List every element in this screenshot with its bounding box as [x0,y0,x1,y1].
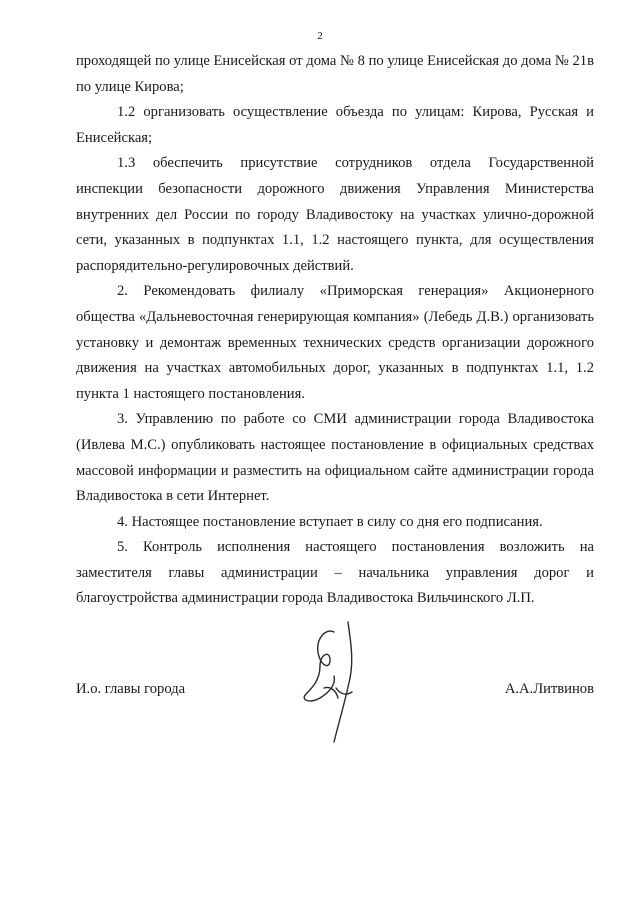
paragraph-5: 5. Контроль исполнения настоящего постановления возложить на заместителя главы администрации – начальника управления дорог и благоустройства администрации города Владивостока Вильчинского Л.П. [76,539,594,607]
paragraph-1-3: 1.3 обеспечить присутствие сотрудников отдела Государственной инспекции безопасности дорожного движения Управления Министерства внутренних дел России по городу Владивостоку на участках улично-дорожной сети, указанных в подпунктах 1.1, 1.2 настоящего пункта, для осуществления распорядительно-регулировочных действий. [76,155,594,274]
paragraph-1-2: 1.2 организовать осуществление объезда по улицам: Кирова, Русская и Енисейская; [76,104,594,146]
signatory-position: И.о. главы города [76,681,186,697]
paragraph-4: 4. Настоящее постановление вступает в силу со дня его подписания. [117,513,543,530]
signatory-name: А.А.Литвинов [504,681,594,697]
paragraph-3: 3. Управлению по работе со СМИ администрации города Владивостока (Ивлева М.С.) опубликовать настоящее постановление в официальных средствах массовой информации и разместить на официальном сайте администрации города Владивостока в сети Интернет. [76,411,594,505]
signature-block [76,676,594,702]
paragraph-continuation: проходящей по улице Енисейская от дома № 8 по улице Енисейская до дома № 21в по улице Кирова; [76,53,594,95]
page-number: 2 [317,30,323,42]
document-body [76,49,594,612]
paragraph-2: 2. Рекомендовать филиалу «Приморская генерация» Акционерного общества «Дальневосточная генерирующая компания» (Лебедь Д.В.) организовать установку и демонтаж временных технических средств организации дорожного движения на участках автомобильных дорог, указанных в подпунктах 1.1, 1.2 пункта 1 настоящего постановления. [76,283,594,402]
